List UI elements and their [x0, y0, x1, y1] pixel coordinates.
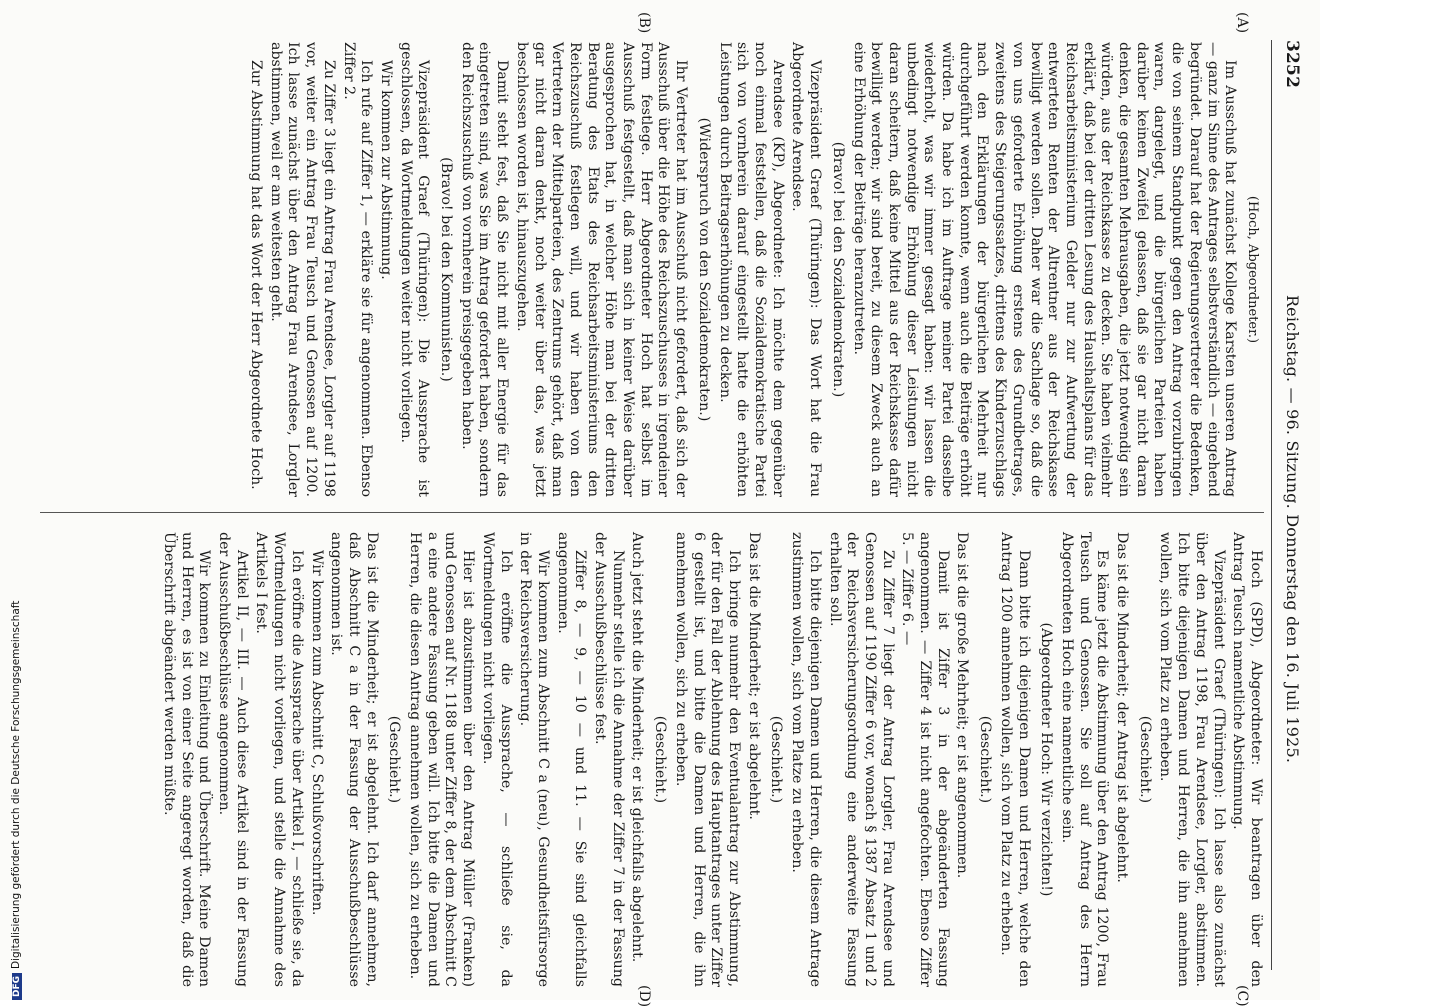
paragraph: Arendsee (KP), Abgeordnete: Ich möchte dem gegenüber noch einmal feststellen, daß die Sozialdemokratische Partei sich von vornherein darauf eingestellt hatte die erhöhten Leistungen durch Beitragserhöhungen zu decken. — [716, 42, 786, 497]
paragraph: Wir kommen zur Abstimmung. — [377, 60, 394, 280]
reaction: (Geschieht.) — [652, 715, 669, 804]
margin-marker-b: (B) — [636, 12, 652, 34]
paragraph: Zu Ziffer 7 liegt der Antrag Lorgler, Frau Arendsee und Genossen auf 1190 Ziffer 6 vor, wonach § 1387 Absatz 1 und 2 der Reichsversicherungsordnung eine anderweite Fassung erhalten soll. — [826, 532, 896, 987]
paragraph: Ich rufe auf Ziffer 1, — erkläre sie für angenommen. Ebenso Ziffer 2. — [340, 42, 375, 497]
paragraph: Dann bitte ich diejenigen Damen und Herren, welche den Antrag 1200 annehmen wollen, sich vom Platz zu erheben. — [997, 532, 1032, 987]
paragraph: Damit ist Ziffer 3 in der abgeänderten Fassung angenommen. — Ziffer 4 ist nicht angefochten. Ebenso Ziffer 5. — Ziffer 6. — — [899, 532, 951, 987]
reaction: (Geschieht.) — [768, 715, 785, 804]
paragraph: Damit steht fest, daß Sie nicht mit aller Energie für das eingetreten sind, was Sie im Antrag gefordert haben, sondern den Reichszuschuß von vornherein preisgegeben haben. — [458, 42, 511, 497]
reaction: (Bravo! bei den Sozialdemokraten.) — [829, 141, 846, 398]
paragraph: Ziffer 8, — 9, — 10 — und 11. — Sie sind gleichfalls angenommen. — [554, 532, 589, 987]
paragraph: Es käme jetzt die Abstimmung über den Antrag 1200, Frau Teusch und Genossen. Sie soll auf Antrag des Herrn Abgeordneten Hoch eine namentliche sein. — [1058, 532, 1111, 987]
page-number: 3252 — [1282, 40, 1302, 89]
paragraph: Im Ausschuß hat zunächst Kollege Karsten unseren Antrag — ganz im Sinne des Antrages selbstverständlich — eingehend begründet. Darauf hat der Regierungsvertreter die Bedenken, die von seinem Standpunkt gegen den Antrag vorzubringen waren, dargelegt, und die bürgerlichen Parteien haben darüber keinen Zweifel gelassen, daß sie gar nicht daran denken, die gesamten Mehrausgaben, die jetzt notwendig sein würden, aus der Reichskasse zu decken. Sie haben vielmehr erklärt, daß bei der dritten Lesung des Haushaltsplans für das Reichsarbeitsministerium Gelder nur zur Aufwertung der entwerteten Renten der Altrentner aus der Reichskasse bewilligt werden sollen. Daher war die Sachlage so, daß die von uns geforderte Erhöhung erstens des Grundbetrages, zweitens des Steigerungssatzes, drittens des Kinderzuschlags nach den Erklärungen der bürgerlichen Mehrheit nur durchgeführt werden konnte, wenn auch die Beiträge erhöht würden. Da habe ich im Auftrage meiner Partei dasselbe wiederholt, was wir immer gesagt haben: wir lassen die unbedingt notwendige Erhöhung dieser Leistungen nicht daran scheitern, daß keine Mittel aus der Reichskasse dafür bewilligt werden; wir sind bereit, zu diesem Zweck auch an eine Erhöhung der Beiträge heranzutreten. — [850, 42, 1239, 497]
paragraph: Das ist die große Mehrheit; er ist angenommen. — [954, 532, 971, 879]
margin-marker-c: (C) — [1234, 985, 1250, 1007]
paragraph: Ich bringe nunmehr den Eventualantrag zur Abstimmung, der für den Fall der Ablehnung des Hauptantrages unter Ziffer 6 gestellt ist, und bitte die Damen und Herren, die ihn annehmen wollen, sich zu erheben. — [672, 532, 743, 987]
reaction: (Abgeordneter Hoch: Wir verzichten!) — [1038, 622, 1055, 897]
paragraph: Vizepräsident Graef (Thüringen): Ich lasse also zunächst über den Antrag 1198, Frau Arendsee, Lorgler, abstimmen. Ich bitte diejenigen Damen und Herren, die ihn annehmen wollen, sich vom Platz zu erheben. — [1157, 532, 1227, 987]
paragraph: Wir kommen zum Abschnitt C, Schlußvorschriften. — [308, 550, 325, 916]
column-divider — [40, 512, 1264, 513]
margin-marker-a: (A) — [1234, 12, 1250, 34]
digitization-footer — [0, 0, 20, 1000]
running-title: Reichstag. — 96. Sitzung. Donnerstag den 16. Juli 1925. — [1283, 294, 1302, 764]
margin-marker-d: (D) — [636, 985, 652, 1007]
paragraph: Vizepräsident Graef (Thüringen): Die Aussprache ist geschlossen, da Wortmeldungen weiter nicht vorliegen. — [397, 42, 432, 497]
paragraph: Zu Ziffer 3 liegt ein Antrag Frau Arendsee, Lorgler auf 1198 vor, weiter ein Antrag Frau Teusch und Genossen auf 1200. Ich lasse zunächst über den Antrag Frau Arendsee, Lorgler abstimmen, weil er am weitesten geht. — [267, 42, 337, 497]
paragraph: Nunmehr stelle ich die Annahme der Ziffer 7 in der Fassung der Ausschußbeschlüsse fest. — [592, 532, 626, 987]
reaction: (Geschieht.) — [1136, 715, 1153, 804]
paragraph: Zur Abstimmung hat das Wort der Herr Abgeordnete Hoch. — [248, 60, 265, 490]
paragraph: Wir kommen zu Einleitung und Überschrift. Meine Damen und Herren, es ist von einer Seite angeregt worden, daß die Überschrift abgeändert werden müßte. — [160, 532, 213, 987]
paragraph: Das ist die Minderheit; er ist abgelehnt. Ich darf annehmen, daß Abschnitt C a in der Fassung der Ausschußbeschlüsse angenommen ist. — [328, 532, 380, 987]
header-rule — [1271, 40, 1272, 970]
page-header — [1272, 40, 1302, 970]
reaction: (Geschieht.) — [977, 715, 994, 804]
paragraph: Artikel II, — III. — Auch diese Artikel sind in der Fassung der Ausschußbeschlüsse angenommen. — [216, 532, 250, 987]
paragraph: Das ist die Minderheit; der Antrag ist abgelehnt. — [1114, 532, 1131, 883]
reaction: (Widerspruch von den Sozialdemokraten.) — [695, 117, 712, 422]
reaction: (Geschieht.) — [386, 715, 403, 804]
paragraph: Das ist die Minderheit; er ist abgelehnt. — [745, 532, 762, 820]
running-speaker: (Hoch, Abgeordneter.) — [1245, 195, 1260, 344]
left-column — [244, 42, 1264, 497]
paragraph: Ich eröffne die Aussprache über Artikel I, — schließe sie, da Wortmeldungen nicht vorliegen, und stelle die Annahme des Artikels I fest. — [253, 532, 305, 987]
paragraph: Hoch (SPD), Abgeordneter: Wir beantragen über den Antrag Teusch namentliche Abstimmung. — [1230, 532, 1264, 987]
paragraph: Auch jetzt steht die Minderheit; er ist gleichfalls abgelehnt. — [629, 532, 646, 963]
paragraph: Ihr Vertreter hat im Ausschuß nicht gefordert, daß sich der Ausschuß über die Höhe des Reichszuschusses in irgendeiner Form festlege. Herr Abgeordneter Hoch hat selbst im Ausschuß festgestellt, daß man sich in keiner Weise darüber ausgesprochen hat, in welcher Höhe man bei der dritten Beratung des Etats des Reichsarbeitsministeriums den Reichszuschuß festlegen will, und wir haben von den Vertretern der Mittelparteien, des Zentrums gehört, daß man gar nicht daran denkt, noch weiter über das, was jetzt beschlossen worden ist, hinauszugehen. — [513, 42, 690, 497]
reaction: (Bravo! bei den Kommunisten.) — [438, 157, 455, 382]
paragraph: Wir kommen zum Abschnitt C a (neu), Gesundheitsfürsorge in der Reichsversicherung. — [517, 532, 551, 987]
dfg-logo: DFG — [12, 973, 22, 1000]
right-column — [157, 532, 1264, 987]
footer-text: Digitalisierung gefördert durch die Deutsche Forschungsgemeinschaft — [10, 600, 22, 969]
paragraph: Hier ist abzustimmen über den Antrag Müller (Franken) und Genossen auf Nr. 1188 unter Ziffer 8, der dem Abschnitt C a eine andere Fassung geben will. Ich bitte die Damen und Herren, die diesen Antrag annehmen wollen, sich zu erheben. — [407, 532, 477, 987]
paragraph: Ich bitte diejenigen Damen und Herren, die diesem Antrage zustimmen wollen, sich vom Platze zu erheben. — [789, 532, 823, 987]
paragraph: Ich eröffne die Aussprache, — schließe sie, da Wortmeldungen nicht vorliegen. — [479, 532, 514, 987]
paragraph: Vizepräsident Graef (Thüringen): Das Wort hat die Frau Abgeordnete Arendsee. — [789, 42, 824, 497]
